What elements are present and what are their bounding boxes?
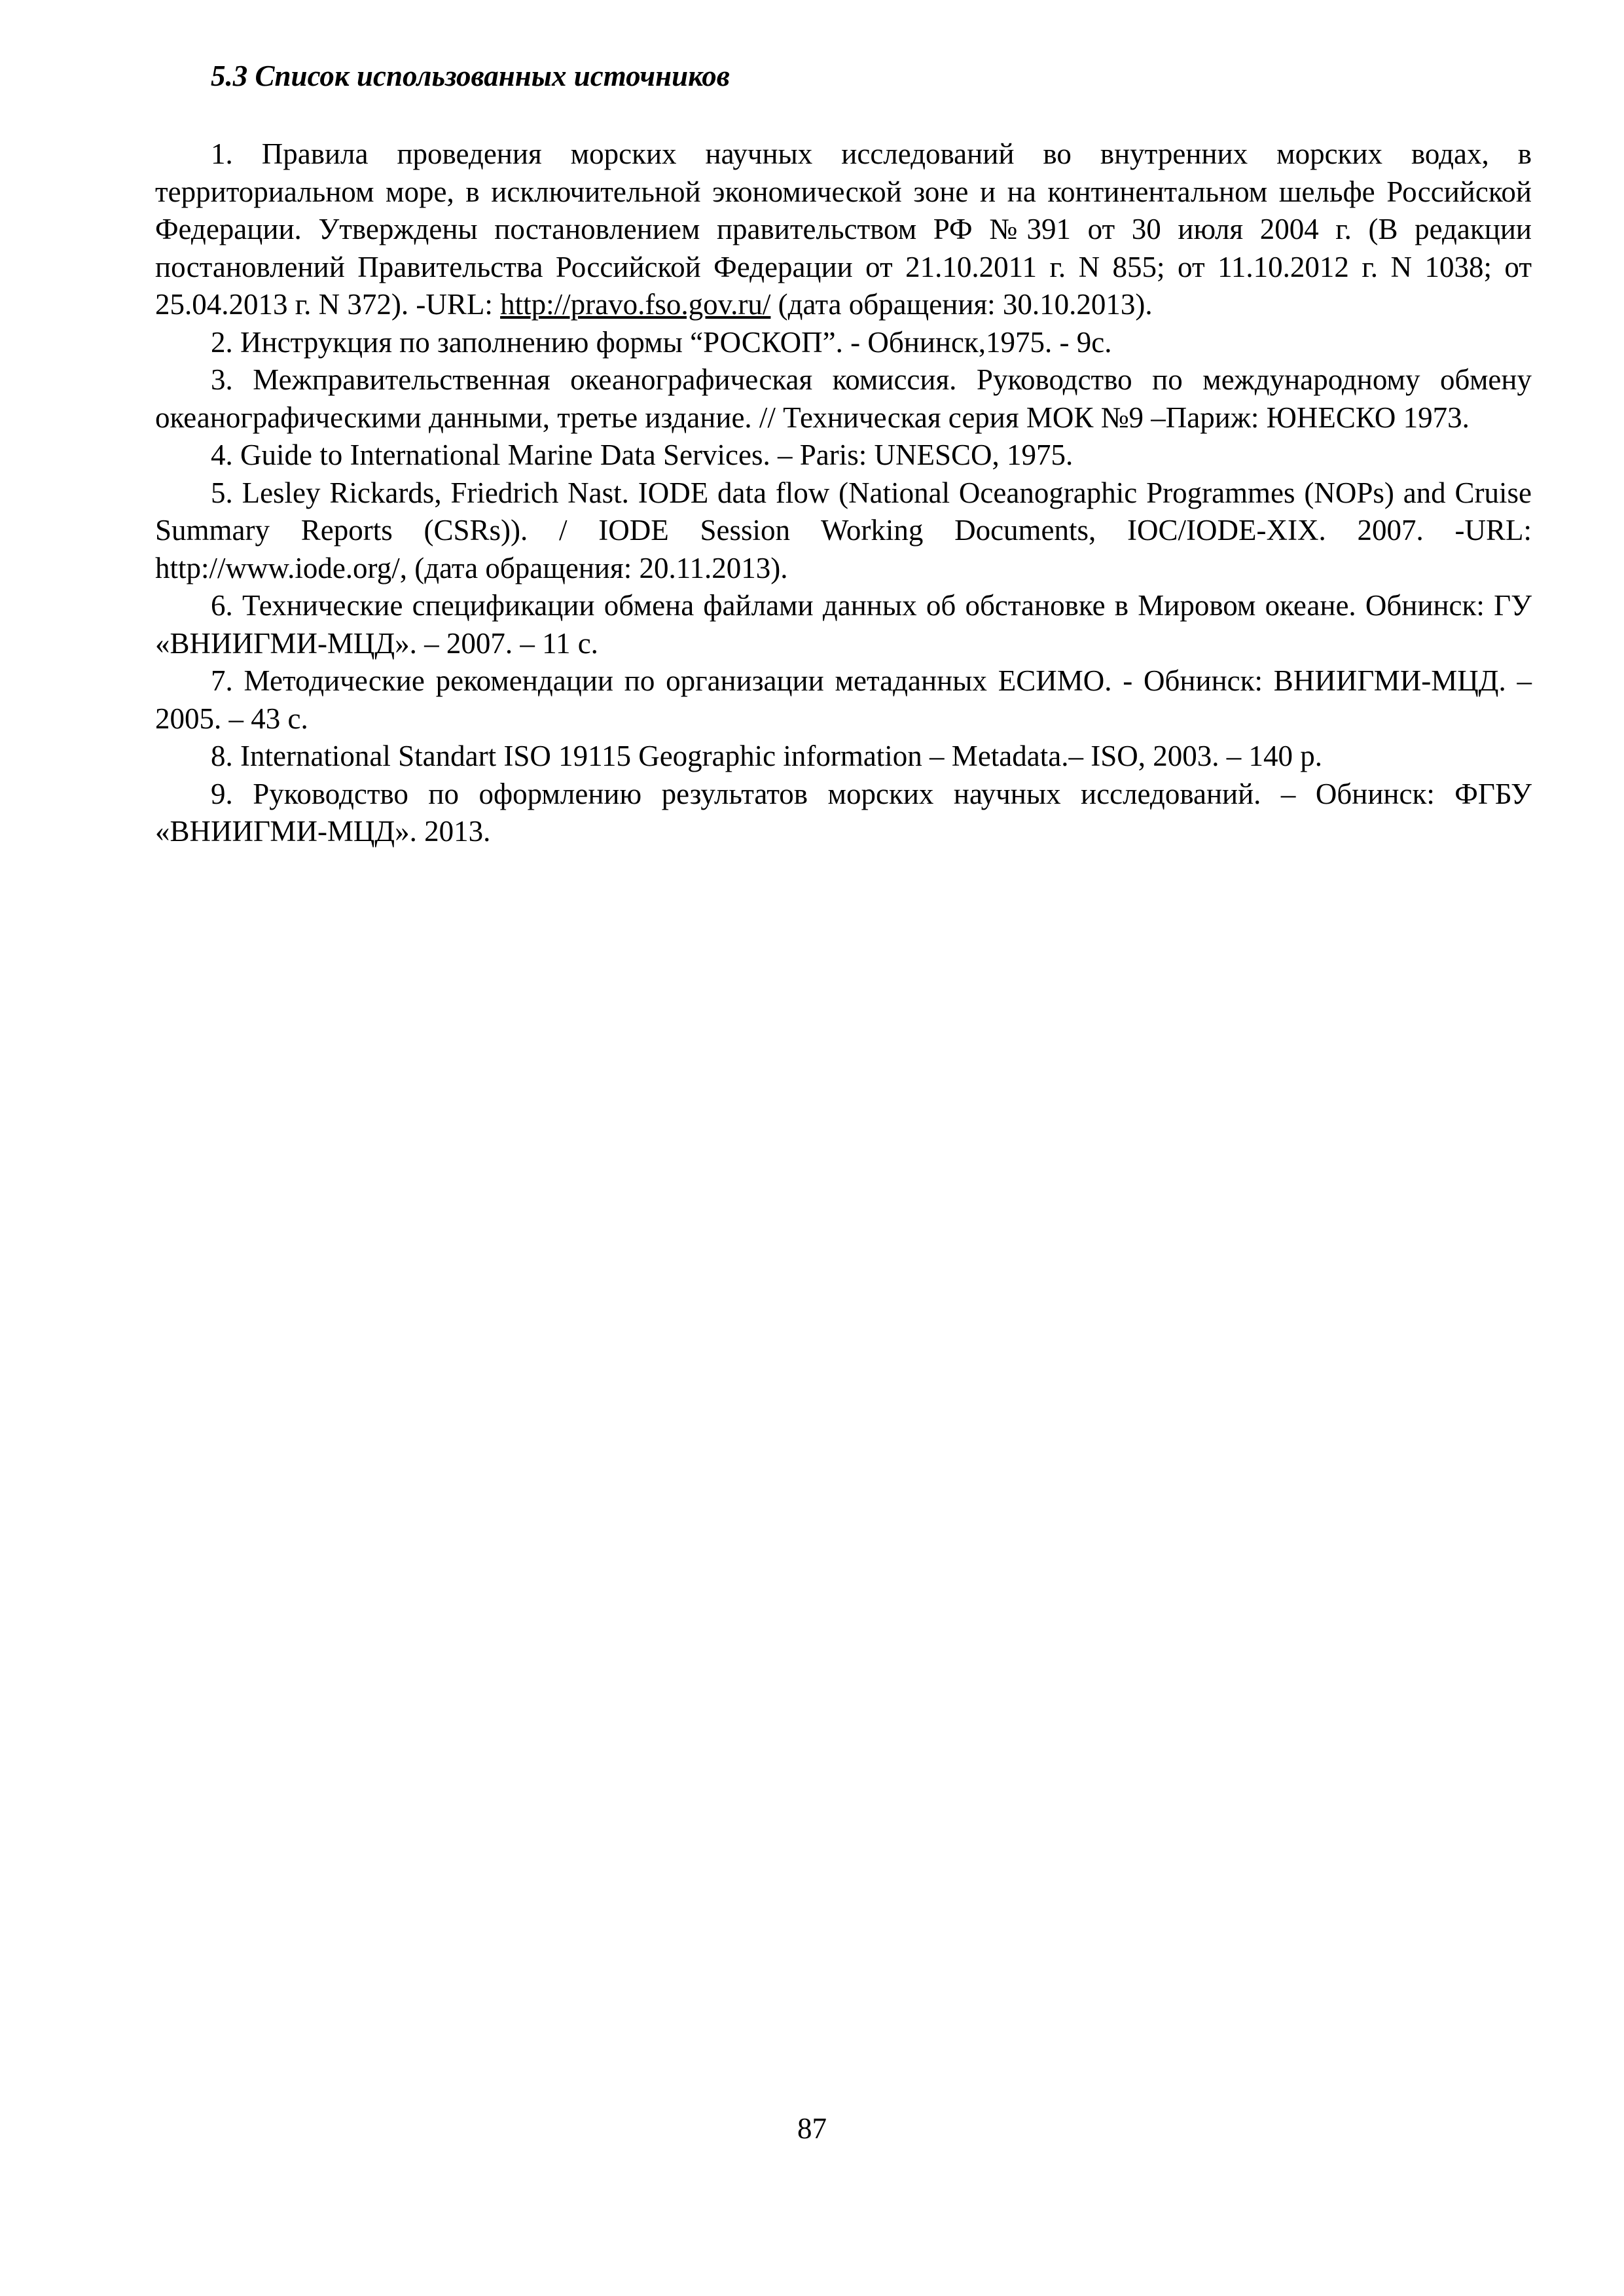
reference-list (155, 135, 1532, 851)
reference-number: 6. (211, 589, 233, 622)
reference-number: 8. (211, 740, 233, 772)
reference-text: Методические рекомендации по организации метаданных ЕСИМО. - Обнинск: ВНИИГМИ-МЦД. – 2005. – 43 с. (155, 664, 1532, 735)
reference-text: Технические спецификации обмена файлами данных об обстановке в Мировом океане. Обнинск: ГУ «ВНИИГМИ-МЦД». – 2007. – 11 с. (155, 589, 1532, 660)
reference-text: Правила проведения морских научных исследований во внутренних морских водах, в территориальном море, в исключительной экономической зоне и на континентальном шельфе Российской Федерации. Утверждены постановлением правительством РФ №391 от 30 июля 2004 г. (В редакции постановлений Правительства Российской Федерации от 21.10.2011 г. N 855; от 11.10.2012 г. N 1038; от 25.04.2013 г. N 372). -URL: (155, 137, 1532, 321)
reference-text-after-link: (дата обращения: 30.10.2013). (770, 288, 1153, 321)
reference-text: Инструкция по заполнению формы “РОСКОП”. - Обнинск,1975. - 9с. (232, 325, 1112, 359)
reference-item-3 (155, 361, 1532, 437)
reference-item-4 (155, 437, 1532, 475)
reference-link[interactable]: http://pravo.fso.gov.ru/ (500, 288, 771, 321)
reference-number: 4. (211, 439, 233, 471)
reference-number: 7. (211, 664, 233, 697)
reference-text: Guide to International Marine Data Services. – Paris: UNESCO, 1975. (232, 439, 1074, 471)
reference-item-8 (155, 738, 1532, 776)
reference-number: 5. (211, 476, 233, 509)
reference-item-5 (155, 475, 1532, 588)
reference-number: 2. (211, 325, 233, 359)
reference-text: Межправительственная океанографическая комиссия. Руководство по международному обмену океанографическими данными, третье издание. // Техническая серия МОК №9 –Париж: ЮНЕСКО 1973. (155, 363, 1532, 434)
reference-item-1 (155, 135, 1532, 324)
reference-number: 3. (211, 363, 233, 396)
page-number: 87 (797, 2112, 827, 2145)
reference-text: Руководство по оформлению результатов морских научных исследований. – Обнинск: ФГБУ «ВНИИГМИ-МЦД». 2013. (155, 777, 1532, 848)
reference-item-9 (155, 776, 1532, 851)
reference-text: International Standart ISO 19115 Geographic information – Metadata.– ISO, 2003. – 140 p. (232, 740, 1322, 772)
section-heading: 5.3 Список использованных источников (211, 60, 730, 92)
reference-text: Lesley Rickards, Friedrich Nast. IODE data flow (National Oceanographic Programmes (NOPs) and Cruise Summary Reports (CSRs)). / IODE Session Working Documents, IOC/IODE-XIX. 2007. -URL: http://www.iode.org/, (дата обращения: 20.11.2013). (155, 476, 1532, 584)
reference-item-6 (155, 587, 1532, 662)
reference-item-7 (155, 662, 1532, 738)
reference-number: 9. (211, 777, 233, 810)
reference-number: 1. (211, 137, 233, 170)
reference-item-2 (155, 324, 1532, 362)
